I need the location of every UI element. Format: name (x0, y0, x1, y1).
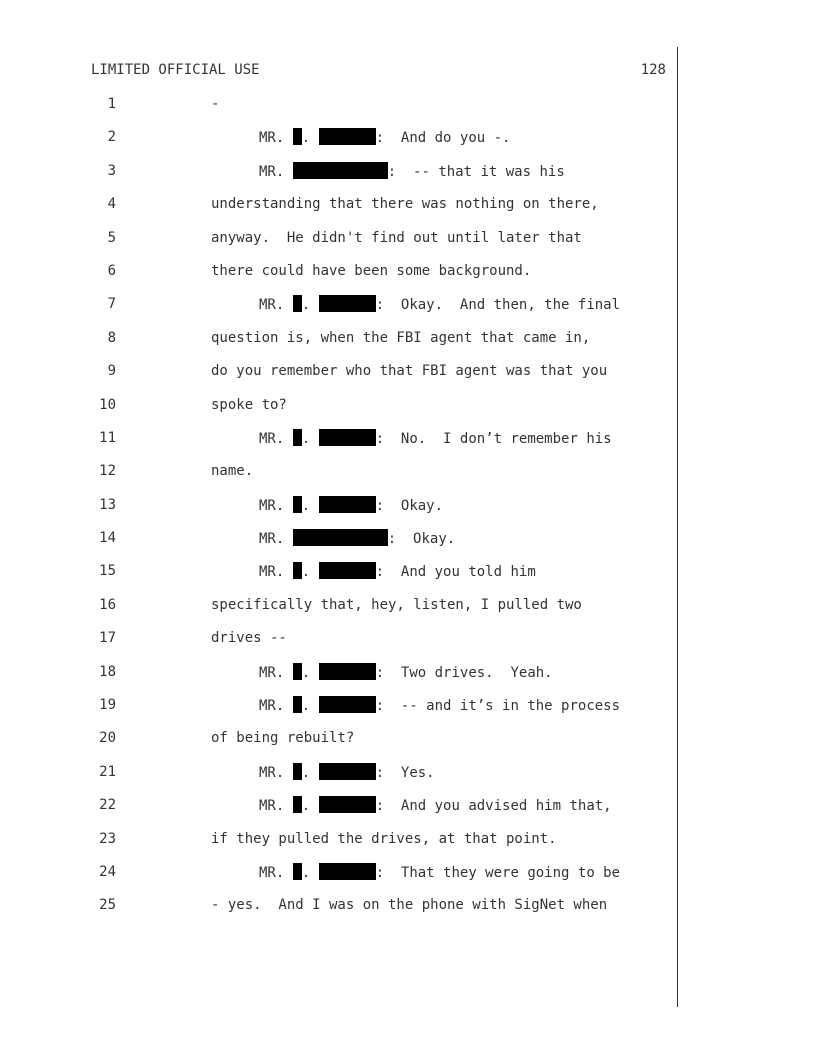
speaker-line: MR. . : And you told him (259, 564, 536, 581)
spoken-text: That they were going to be (400, 864, 621, 881)
redaction-initial (293, 496, 302, 513)
speaker-title: MR. (259, 564, 285, 581)
redaction-surname (319, 763, 376, 780)
redaction-initial (293, 128, 302, 145)
continuation-text: if they pulled the drives, at that point. (211, 830, 557, 847)
line-number: 8 (107, 329, 116, 346)
redaction-initial (293, 763, 302, 780)
speaker-line: MR. : -- that it was his (259, 163, 565, 180)
line-number: 4 (107, 196, 116, 213)
redaction-initial (293, 663, 302, 680)
transcript-line (0, 527, 816, 560)
redaction-surname (319, 863, 376, 880)
spoken-text: No. I don’t remember his (400, 430, 612, 447)
line-number: 18 (99, 663, 116, 680)
line-number: 19 (99, 697, 116, 714)
line-number: 2 (107, 129, 116, 146)
transcript-line (0, 160, 816, 193)
speaker-line: MR. . : No. I don’t remember his (259, 430, 612, 447)
speaker-title: MR. (259, 664, 285, 681)
transcript-line (0, 327, 816, 360)
redaction-surname (319, 663, 376, 680)
speaker-line: MR. . : Two drives. Yeah. (259, 664, 553, 681)
speaker-line: MR. . : Okay. And then, the final (259, 297, 621, 314)
continuation-text: - yes. And I was on the phone with SigNet when (211, 897, 608, 914)
speaker-title: MR. (259, 430, 285, 447)
speaker-line: MR. . : And you advised him that, (259, 798, 612, 815)
spoken-text: Two drives. Yeah. (400, 664, 553, 681)
speaker-title: MR. (259, 798, 285, 815)
transcript-line (0, 260, 816, 293)
redaction-surname (319, 696, 376, 713)
transcript-line (0, 394, 816, 427)
redaction-surname (319, 295, 376, 312)
line-number: 3 (107, 162, 116, 179)
speaker-title: MR. (259, 531, 285, 548)
line-number: 5 (107, 229, 116, 246)
transcript-line (0, 594, 816, 627)
transcript-line (0, 694, 816, 727)
transcript-line (0, 894, 816, 927)
spoken-text: -- and it’s in the process (400, 698, 621, 715)
redaction-initial (293, 796, 302, 813)
continuation-text: question is, when the FBI agent that came in, (211, 329, 591, 346)
line-number: 10 (99, 396, 116, 413)
speaker-line: MR. . : That they were going to be (259, 864, 621, 881)
line-number: 17 (99, 630, 116, 647)
redaction-surname (319, 496, 376, 513)
continuation-text: do you remember who that FBI agent was that you (211, 363, 608, 380)
line-number: 11 (99, 429, 116, 446)
redaction-surname (319, 796, 376, 813)
transcript-line (0, 126, 816, 159)
spoken-text: Okay. And then, the final (400, 297, 621, 314)
line-number: 15 (99, 563, 116, 580)
speaker-line: MR. . : And do you -. (259, 130, 511, 147)
transcript-line (0, 560, 816, 593)
transcript-line (0, 828, 816, 861)
line-number: 6 (107, 262, 116, 279)
transcript-body (0, 93, 816, 928)
transcript-line (0, 794, 816, 827)
continuation-text: anyway. He didn't find out until later that (211, 229, 582, 246)
line-number: 7 (107, 296, 116, 313)
line-number: 21 (99, 763, 116, 780)
speaker-title: MR. (259, 130, 285, 147)
line-number: 22 (99, 797, 116, 814)
speaker-line: MR. : Okay. (259, 531, 456, 548)
transcript-line (0, 460, 816, 493)
redaction-initial (293, 863, 302, 880)
continuation-text: name. (211, 463, 254, 480)
continuation-text: spoke to? (211, 396, 287, 413)
line-number: 23 (99, 830, 116, 847)
continuation-text: of being rebuilt? (211, 730, 355, 747)
line-number: 25 (99, 897, 116, 914)
spoken-text: And you advised him that, (400, 798, 612, 815)
spoken-text: Okay. (413, 531, 456, 548)
spoken-text: And you told him (400, 564, 536, 581)
speaker-title: MR. (259, 497, 285, 514)
continuation-text: specifically that, hey, listen, I pulled two (211, 596, 582, 613)
continuation-text: - (211, 96, 220, 112)
transcript-line (0, 727, 816, 760)
speaker-line: MR. . : -- and it’s in the process (259, 698, 621, 715)
redaction-surname (319, 128, 376, 145)
speaker-line: MR. . : Yes. (259, 764, 435, 781)
line-number: 12 (99, 463, 116, 480)
line-number: 14 (99, 530, 116, 547)
line-number: 9 (107, 363, 116, 380)
speaker-title: MR. (259, 297, 285, 314)
transcript-line (0, 293, 816, 326)
line-number: 1 (107, 96, 116, 112)
transcript-line (0, 193, 816, 226)
redaction-full-name (293, 162, 388, 179)
classification-marking: LIMITED OFFICIAL USE (91, 62, 260, 78)
continuation-text: there could have been some background. (211, 262, 532, 279)
spoken-text: And do you -. (400, 130, 511, 147)
redaction-initial (293, 696, 302, 713)
transcript-line (0, 93, 816, 126)
continuation-text: drives -- (211, 630, 287, 647)
redaction-initial (293, 562, 302, 579)
transcript-line (0, 360, 816, 393)
spoken-text: Okay. (400, 497, 444, 514)
page-number: 128 (640, 62, 666, 78)
transcript-line (0, 627, 816, 660)
transcript-line (0, 861, 816, 894)
redaction-initial (293, 429, 302, 446)
continuation-text: understanding that there was nothing on there, (211, 196, 599, 213)
speaker-line: MR. . : Okay. (259, 497, 444, 514)
transcript-line (0, 661, 816, 694)
transcript-line (0, 761, 816, 794)
speaker-title: MR. (259, 864, 285, 881)
speaker-title: MR. (259, 698, 285, 715)
transcript-line (0, 427, 816, 460)
spoken-text: -- that it was his (413, 163, 565, 180)
line-number: 13 (99, 496, 116, 513)
redaction-full-name (293, 529, 388, 546)
line-number: 20 (99, 730, 116, 747)
spoken-text: Yes. (400, 764, 435, 781)
line-number: 24 (99, 863, 116, 880)
transcript-line (0, 494, 816, 527)
speaker-title: MR. (259, 163, 285, 180)
transcript-line (0, 227, 816, 260)
redaction-surname (319, 429, 376, 446)
redaction-initial (293, 295, 302, 312)
speaker-title: MR. (259, 764, 285, 781)
line-number: 16 (99, 596, 116, 613)
redaction-surname (319, 562, 376, 579)
